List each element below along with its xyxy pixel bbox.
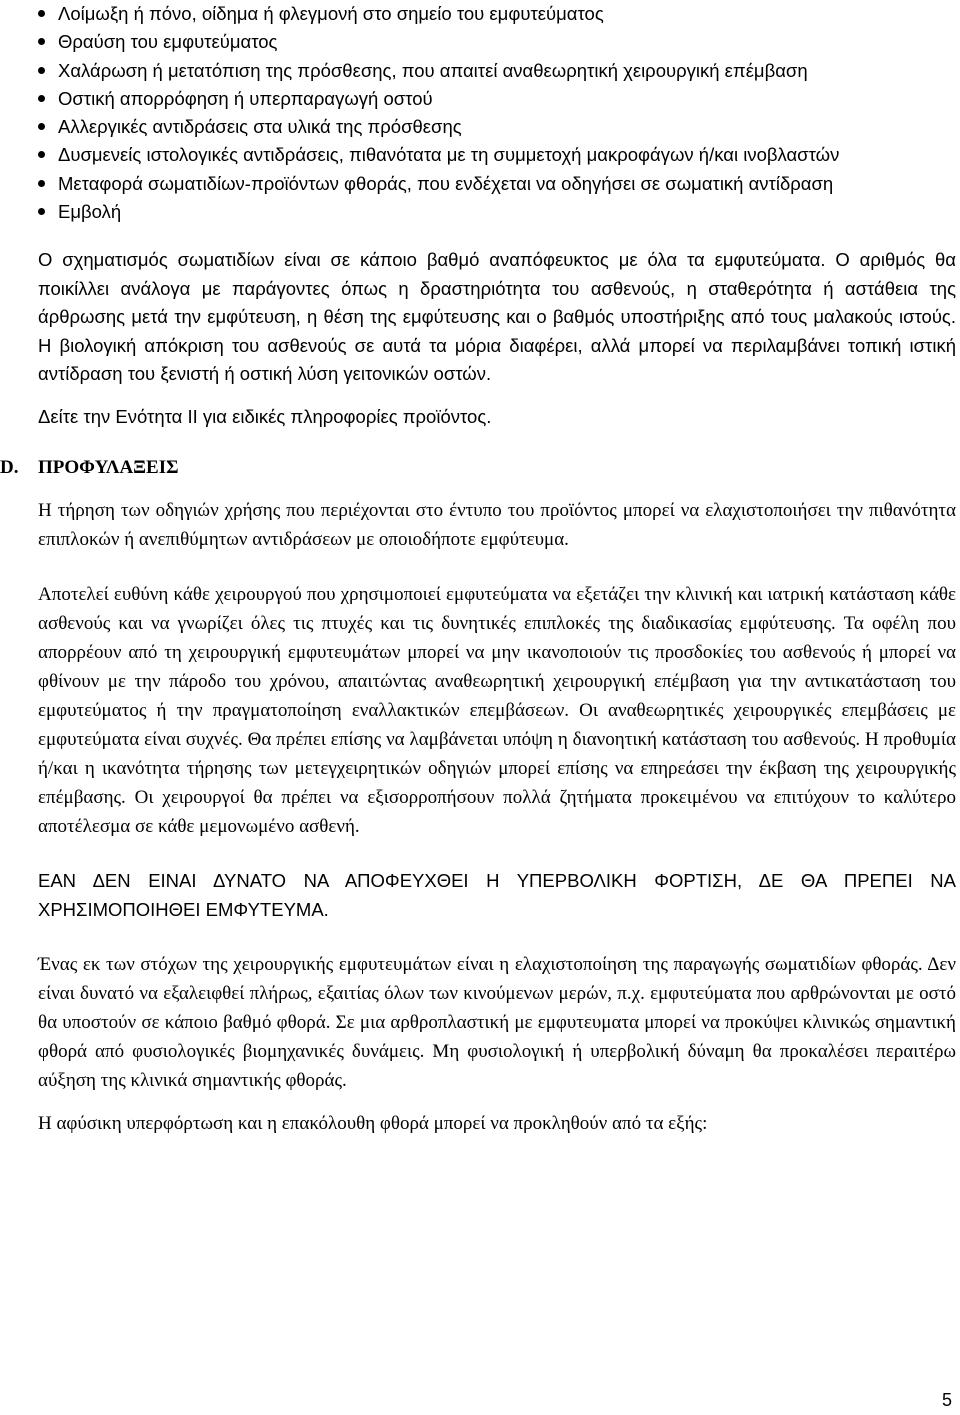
see-section-paragraph: Δείτε την Ενότητα ΙΙ για ειδικές πληροφορίες προϊόντος. (38, 405, 492, 427)
list-item-text: Δυσμενείς ιστολογικές αντιδράσεις, πιθανότατα με τη συμμετοχή μακροφάγων ή/και ινοβλαστών (58, 144, 840, 166)
bullet-icon (38, 180, 45, 187)
page-number: 5 (941, 1390, 952, 1410)
list-item (38, 0, 956, 28)
list-item (38, 113, 956, 141)
bullet-icon (38, 38, 45, 45)
section-heading (0, 453, 956, 482)
list-item-text: Εμβολή (58, 201, 122, 223)
bullet-icon (38, 208, 45, 215)
list-item-text: Οστική απορρόφηση ή υπερπαραγωγή οστού (58, 87, 433, 109)
list-item-text: Λοίμωξη ή πόνο, οίδημα ή φλεγμονή στο σημείο του εμφυτεύματος (58, 3, 604, 24)
instructions-paragraph: Η τήρηση των οδηγιών χρήσης που περιέχονται στο έντυπο του προϊόντος μπορεί να ελαχιστοποιήσει την πιθανότητα επιπλοκών ή ανεπιθύμητων αντιδράσεων με οποιοδήποτε εμφύτευμα. (38, 500, 956, 551)
bullet-icon (38, 123, 45, 130)
section-number: D. (0, 457, 19, 479)
surgeon-paragraph: Αποτελεί ευθύνη κάθε χειρουργού που χρησιμοποιεί εμφυτεύματα να εξετάζει την κλινική και ιατρική κατάσταση κάθε ασθενούς και να γνωρίζει όλες τις πτυχές και τις δυνητικές επιπλοκές της διαδικασίας εμφύτευσης. Τα οφέλη που απορρέουν από τη χειρουργική εμφυτευμάτων μπορεί να μην ικανοποιούν τις προσδοκίες του ασθενούς ή μπορεί να φθίνουν με την πάροδο του χρόνου, απαιτώντας αναθεωρητική χειρουργική επέμβαση για την αντικατάσταση του εμφυτεύματος ή την πραγματοποίηση εναλλακτικών επεμβάσεων. Οι αναθεωρητικές χειρουργικές επεμβάσεις με εμφυτεύματα είναι συχνές. Θα πρέπει επίσης να λαμβάνεται υπόψη η διανοητική κατάσταση του ασθενούς. Η προθυμία ή/και η ικανότητα τήρησης των μετεγχειρητικών οδηγιών μπορεί επίσης να επηρεάσει την έκβαση της χειρουργικής επέμβασης. Οι χειρουργοί θα πρέπει να εξισορροπήσουν πολλά ζητήματα προκειμένου να επιτύχουν το καλύτερο αποτέλεσμα σε κάθε μεμονωμένο ασθενή. (38, 584, 956, 838)
list-item (38, 170, 956, 198)
list-item (38, 141, 956, 169)
bullet-icon (38, 67, 45, 74)
goal-paragraph: Ένας εκ των στόχων της χειρουργικής εμφυτευμάτων είναι η ελαχιστοποίηση της παραγωγής σωματιδίων φθοράς. Δεν είναι δυνατό να εξαλειφθεί πλήρως, εξαιτίας όλων των κινούμενων μερών, π.χ. εμφυτεύματα που αρθρώνονται με οστό θα υποστούν σε κάποιο βαθμό φθορά. Σε μια αρθροπλαστική με εμφυτευματα μπορεί να προκύψει κλινικώς σημαντική φθορά από φυσιολογικές βιομηχανικές δυνάμεις. Μη φυσιολογική ή υπερβολική δύναμη θα προκαλέσει περαιτέρω αύξηση της κλινικά σημαντικής φθοράς. (38, 954, 956, 1092)
bullet-icon (38, 151, 45, 158)
list-item-text: Θραύση του εμφυτεύματος (58, 31, 278, 53)
list-item-text: Αλλεργικές αντιδράσεις στα υλικά της πρόσθεσης (58, 116, 462, 138)
list-item-text: Χαλάρωση ή μετατόπιση της πρόσθεσης, που απαιτεί αναθεωρητική χειρουργική επέμβαση (58, 59, 808, 81)
bullet-icon (38, 10, 45, 17)
particles-paragraph: Ο σχηματισμός σωματιδίων είναι σε κάποιο βαθμό αναπόφευκτος με όλα τα εμφυτεύματα. Ο αριθμός θα ποικίλλει ανάλογα με παράγοντες όπως η δραστηριότητα του ασθενούς, η σταθερότητα ή αστάθεια της άρθρωσης μετά την εμφύτευση, η θέση της εμφύτευσης και ο βαθμός υποστήριξης από τους μαλακούς ιστούς. Η βιολογική απόκριση του ασθενούς σε αυτά τα μόρια διαφέρει, αλλά μπορεί να περιλαμβάνει τοπική ιστική αντίδραση του ξενιστή ή οστική λύση γειτονικών οστών. (38, 249, 956, 385)
list-item (38, 85, 956, 113)
adverse-effects-list (38, 0, 956, 226)
list-item (38, 57, 956, 85)
list-item (38, 28, 956, 56)
bullet-icon (38, 95, 45, 102)
overload-paragraph: Η αφύσικη υπερφόρτωση και η επακόλουθη φθορά μπορεί να προκληθούν από τα εξής: (38, 1113, 708, 1135)
section-title: ΠΡΟΦΥΛΑΞΕΙΣ (38, 457, 179, 479)
list-item-text: Μεταφορά σωματιδίων-προϊόντων φθοράς, που ενδέχεται να οδηγήσει σε σωματική αντίδραση (58, 172, 834, 194)
warning-paragraph: ΕΑΝ ΔΕΝ ΕΙΝΑΙ ΔΥΝΑΤΟ ΝΑ ΑΠΟΦΕΥΧΘΕΙ Η ΥΠΕΡΒΟΛΙΚΗ ΦΟΡΤΙΣΗ, ΔΕ ΘΑ ΠΡΕΠΕΙ ΝΑ ΧΡΗΣΙΜΟΠΟΙΗΘΕΙ ΕΜΦΥΤΕΥΜΑ. (38, 870, 956, 920)
list-item (38, 198, 956, 226)
